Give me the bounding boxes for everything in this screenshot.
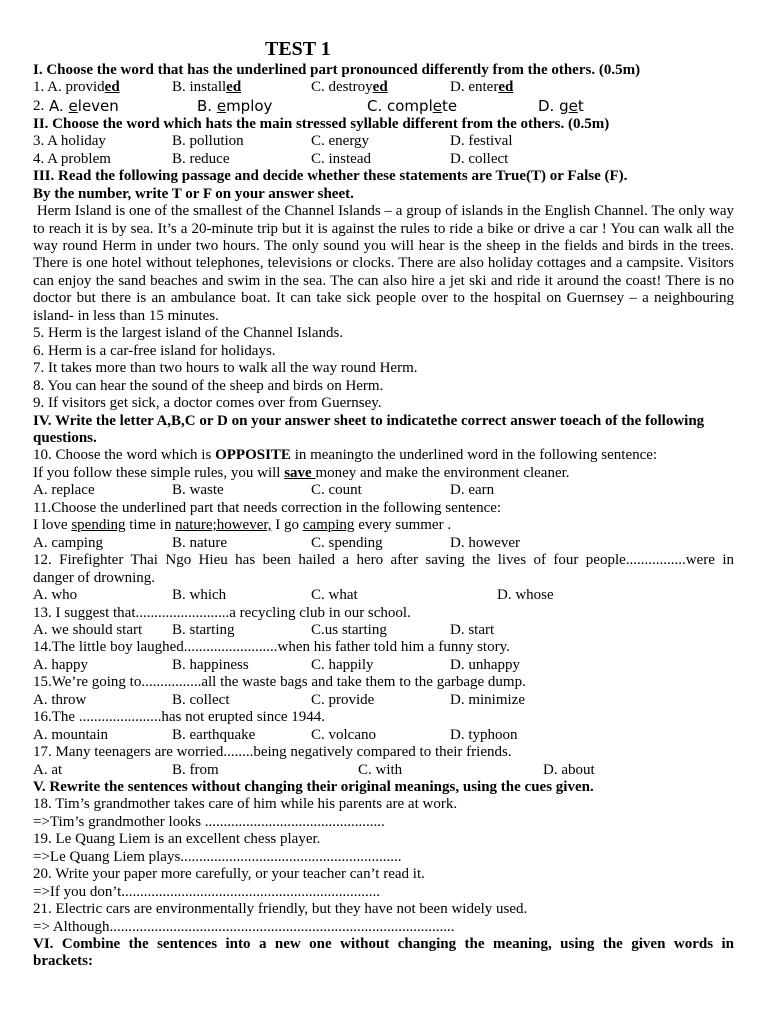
q17-option-b: B. from xyxy=(172,761,219,778)
statement-6: 6. Herm is a car-free island for holidays. xyxy=(33,342,276,359)
q18-sentence: 18. Tim’s grandmother takes care of him while his parents are at work. xyxy=(33,796,458,813)
q11-option-d: D. however xyxy=(450,534,520,551)
q11-option-a: A. camping xyxy=(33,534,103,551)
statement-9: 9. If visitors get sick, a doctor comes over from Guernsey. xyxy=(33,395,382,412)
q10-option-d: D. earn xyxy=(450,482,495,499)
q10-prompt: 10. Choose the word which is OPPOSITE in meaningto the underlined word in the following sentence: xyxy=(33,447,658,464)
q11-option-c: C. spending xyxy=(311,534,383,551)
q14-option-a: A. happy xyxy=(33,656,88,673)
section-4-heading: IV. Write the letter A,B,C or D on your answer sheet to indicatethe correct answer toeach of the following questions. xyxy=(33,412,705,447)
q11-prompt: 11.Choose the underlined part that needs correction in the following sentence: xyxy=(33,499,502,516)
q13-option-a: A. we should start xyxy=(33,621,143,638)
q10-option-c: C. count xyxy=(311,482,362,499)
q15-option-d: D. minimize xyxy=(450,691,525,708)
q14-option-d: D. unhappy xyxy=(450,656,520,673)
q21-sentence: 21. Electric cars are environmentally friendly, but they have not been widely used. xyxy=(33,901,528,918)
q15-prompt: 15.We’re going to................all the waste bags and take them to the garbage dump. xyxy=(33,674,526,691)
section-3-heading: III. Read the following passage and decide whether these statements are True(T) or False (F). xyxy=(33,168,628,185)
q3-option-d: D. festival xyxy=(450,133,513,150)
q12-option-a: A. who xyxy=(33,587,78,604)
q12-prompt: 12. Firefighter Thai Ngo Hieu has been hailed a hero after saving the lives of four people................were in xyxy=(33,552,734,569)
q11-option-b: B. nature xyxy=(172,534,227,551)
q14-options xyxy=(33,657,734,674)
q4-option-c: C. instead xyxy=(311,150,371,167)
q20-sentence: 20. Write your paper more carefully, or your teacher can’t read it. xyxy=(33,866,425,883)
q16-options xyxy=(33,727,734,744)
q4-option-b: B. reduce xyxy=(172,150,230,167)
q18-answer-line: =>Tim’s grandmother looks ................................................ xyxy=(33,813,385,830)
q1-option-a: 1. A. provided xyxy=(33,79,120,96)
q2-option-b: B. employ xyxy=(197,96,273,115)
question-2 xyxy=(33,97,734,116)
q16-option-c: C. volcano xyxy=(311,726,376,743)
statement-5: 5. Herm is the largest island of the Channel Islands. xyxy=(33,325,344,342)
section-2-heading: II. Choose the word which hats the main stressed syllable different from the others. (0.5m) xyxy=(33,115,610,132)
q11-options xyxy=(33,535,734,552)
section-6-heading: VI. Combine the sentences into a new one without changing the meaning, using the given words in xyxy=(33,936,734,953)
q16-option-b: B. earthquake xyxy=(172,726,256,743)
q10-options xyxy=(33,482,734,499)
q16-option-a: A. mountain xyxy=(33,726,108,743)
statement-8: 8. You can hear the sound of the sheep and birds on Herm. xyxy=(33,377,384,394)
q3-option-a: 3. A holiday xyxy=(33,133,106,150)
q19-answer-line: =>Le Quang Liem plays........................................................... xyxy=(33,848,402,865)
q12-option-c: C. what xyxy=(311,587,358,604)
test-title: TEST 1 xyxy=(265,38,331,60)
q3-option-b: B. pollution xyxy=(172,133,244,150)
q14-option-b: B. happiness xyxy=(172,656,249,673)
q15-option-a: A. throw xyxy=(33,691,87,708)
q1-option-d: D. entered xyxy=(450,79,514,96)
section-5-heading: V. Rewrite the sentences without changing their original meanings, using the cues given. xyxy=(33,778,594,795)
q3-option-c: C. energy xyxy=(311,133,370,150)
question-1 xyxy=(33,79,734,96)
q13-options xyxy=(33,622,734,639)
q1-option-c: C. destroyed xyxy=(311,79,388,96)
q20-answer-line: =>If you don’t..................................................................... xyxy=(33,883,381,900)
q2-option-a: A. eleven xyxy=(49,96,119,115)
q16-option-d: D. typhoon xyxy=(450,726,518,743)
q2-number: 2. xyxy=(33,97,45,114)
q17-options xyxy=(33,762,734,779)
q10-option-b: B. waste xyxy=(172,482,224,499)
q1-option-b: B. installed xyxy=(172,79,242,96)
q2-option-c: C. complete xyxy=(367,96,458,115)
section-3-instruction: By the number, write T or F on your answer sheet. xyxy=(33,185,354,202)
q11-sentence: I love spending time in nature;however, I go camping every summer . xyxy=(33,517,452,534)
q2-option-d: D. get xyxy=(538,96,584,115)
q13-option-c: C.us starting xyxy=(311,621,387,638)
q17-option-c: C. with xyxy=(358,761,403,778)
q13-option-d: D. start xyxy=(450,621,495,638)
q14-option-c: C. happily xyxy=(311,656,374,673)
q12-prompt-cont: danger of drowning. xyxy=(33,569,156,586)
q17-option-a: A. at xyxy=(33,761,63,778)
q4-option-a: 4. A problem xyxy=(33,150,111,167)
section-6-heading-cont: brackets: xyxy=(33,953,93,970)
reading-passage: Herm Island is one of the smallest of the Channel Islands – a group of islands in the English Channel. The only way to reach it is by sea. It’s a 20-minute trip but it is against the rules to ride a bike or drive a car ! You can walk all the way round Herm in under two hours. The only sound you will hear is the sheep in the fields and birds in the trees. There is one hotel without telephones, televisions or clocks. There are also holiday cottages and a campsite. Visitors can enjoy the sand beaches and swim in the sea. The can also hire a jet ski and ride it around the coast! There is no doctor but there is an ambulance boat. It can take sick people over to the hospital on Guernsey – a neighbouring island- in less than 15 minutes. xyxy=(33,203,738,324)
q4-option-d: D. collect xyxy=(450,150,509,167)
q15-option-b: B. collect xyxy=(172,691,230,708)
statement-7: 7. It takes more than two hours to walk all the way round Herm. xyxy=(33,360,418,377)
q15-options xyxy=(33,692,734,709)
q15-option-c: C. provide xyxy=(311,691,375,708)
q14-prompt: 14.The little boy laughed.........................when his father told him a funny story. xyxy=(33,639,510,656)
q17-option-d: D. about xyxy=(543,761,595,778)
q10-option-a: A. replace xyxy=(33,482,95,499)
q16-prompt: 16.The ......................has not erupted since 1944. xyxy=(33,709,326,726)
q12-option-b: B. which xyxy=(172,587,227,604)
q10-sentence: If you follow these simple rules, you will save money and make the environment cleaner. xyxy=(33,464,570,481)
q13-prompt: 13. I suggest that.........................a recycling club in our school. xyxy=(33,604,411,621)
q17-prompt: 17. Many teenagers are worried........being negatively compared to their friends. xyxy=(33,744,512,761)
q21-answer-line: => Although............................................................................................ xyxy=(33,918,455,935)
q19-sentence: 19. Le Quang Liem is an excellent chess player. xyxy=(33,831,321,848)
q12-option-d: D. whose xyxy=(497,587,554,604)
section-1-heading: I. Choose the word that has the underlined part pronounced differently from the others. (0.5m) xyxy=(33,62,641,78)
question-4 xyxy=(33,151,734,168)
question-3 xyxy=(33,133,734,150)
q12-options xyxy=(33,587,734,604)
q13-option-b: B. starting xyxy=(172,621,235,638)
